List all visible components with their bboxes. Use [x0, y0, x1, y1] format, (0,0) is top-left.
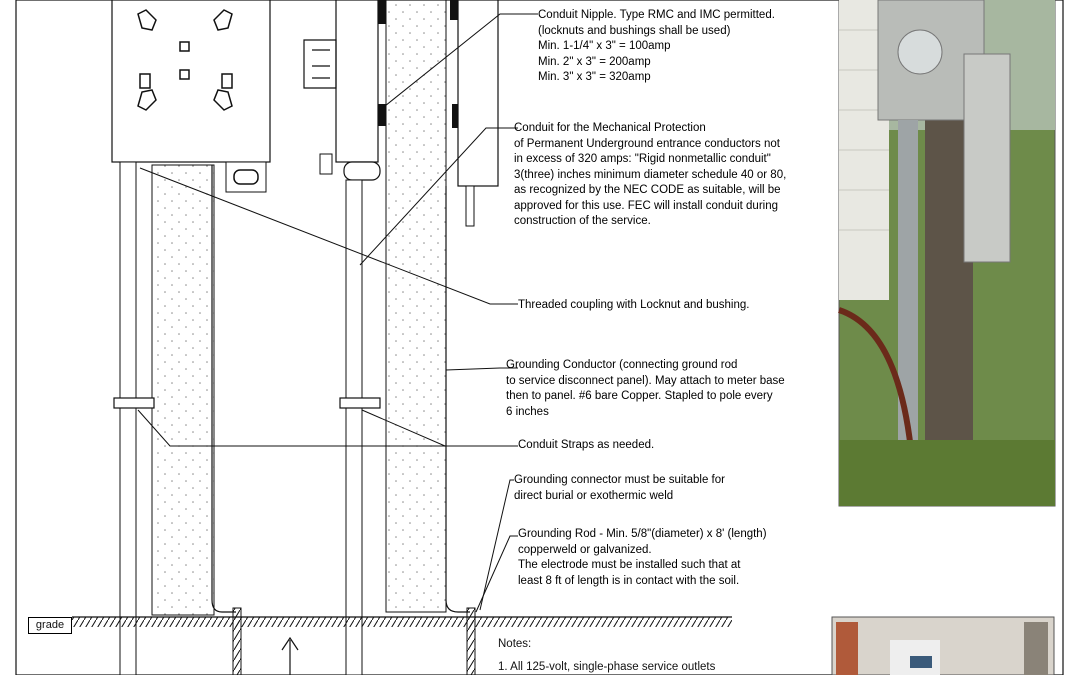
conduit-nipple-note: Conduit Nipple. Type RMC and IMC permitted. (locknuts and bushings shall be used) Min. 1-1/4" x 3" = 100amp Min. 2" x 3" = 200amp Min. 3" x 3" = 320amp [538, 9, 775, 83]
conduit-straps-note: Conduit Straps as needed. [518, 439, 655, 451]
notes-item: 1. All 125-volt, single-phase service outlets [498, 661, 716, 673]
right-pole [386, 0, 446, 612]
interior-photo [832, 617, 1054, 675]
disconnect-box [458, 0, 498, 186]
threaded-coupling-note: Threaded coupling with Locknut and bushing. [518, 299, 750, 311]
grounding-connector-note: Grounding connector must be suitable for direct burial or exothermic weld [514, 474, 725, 502]
mechanical-protection-note: Conduit for the Mechanical Protection of Permanent Underground entrance conductors not in excess of 320 amps: "Rigid nonmetallic conduit" 3(three) inches minimum diameter schedule 40 or 80, as recognized by the NEC CODE as suitable, will be approved for this use. FEC will install conduit during construction of the service. [514, 122, 787, 227]
right-conduit [346, 180, 362, 675]
right-ground-conductor [446, 186, 470, 612]
left-conduit-strap [114, 398, 154, 408]
left-conduit [120, 162, 136, 675]
grounding-rod-note: Grounding Rod - Min. 5/8"(diameter) x 8' (length) copperweld or galvanized. The electrode must be installed such that at least 8 ft of length is in contact with the soil. [518, 528, 767, 587]
conduit-nipple [344, 162, 380, 180]
grounding-conductor-note: Grounding Conductor (connecting ground rod to service disconnect panel). May attach to meter base then to panel. #6 bare Copper. Stapled to pole every 6 inches [506, 359, 785, 418]
meter-photo [839, 0, 1055, 506]
left-pole [152, 165, 214, 615]
notes-title: Notes: [498, 638, 532, 650]
grade-label: grade [28, 617, 72, 634]
grade-hatch [72, 617, 732, 627]
left-panel-box [112, 0, 270, 162]
left-ground-conductor [212, 165, 236, 612]
meter-base [336, 0, 378, 162]
right-conduit-strap [340, 398, 380, 408]
side-knockout [226, 162, 266, 192]
